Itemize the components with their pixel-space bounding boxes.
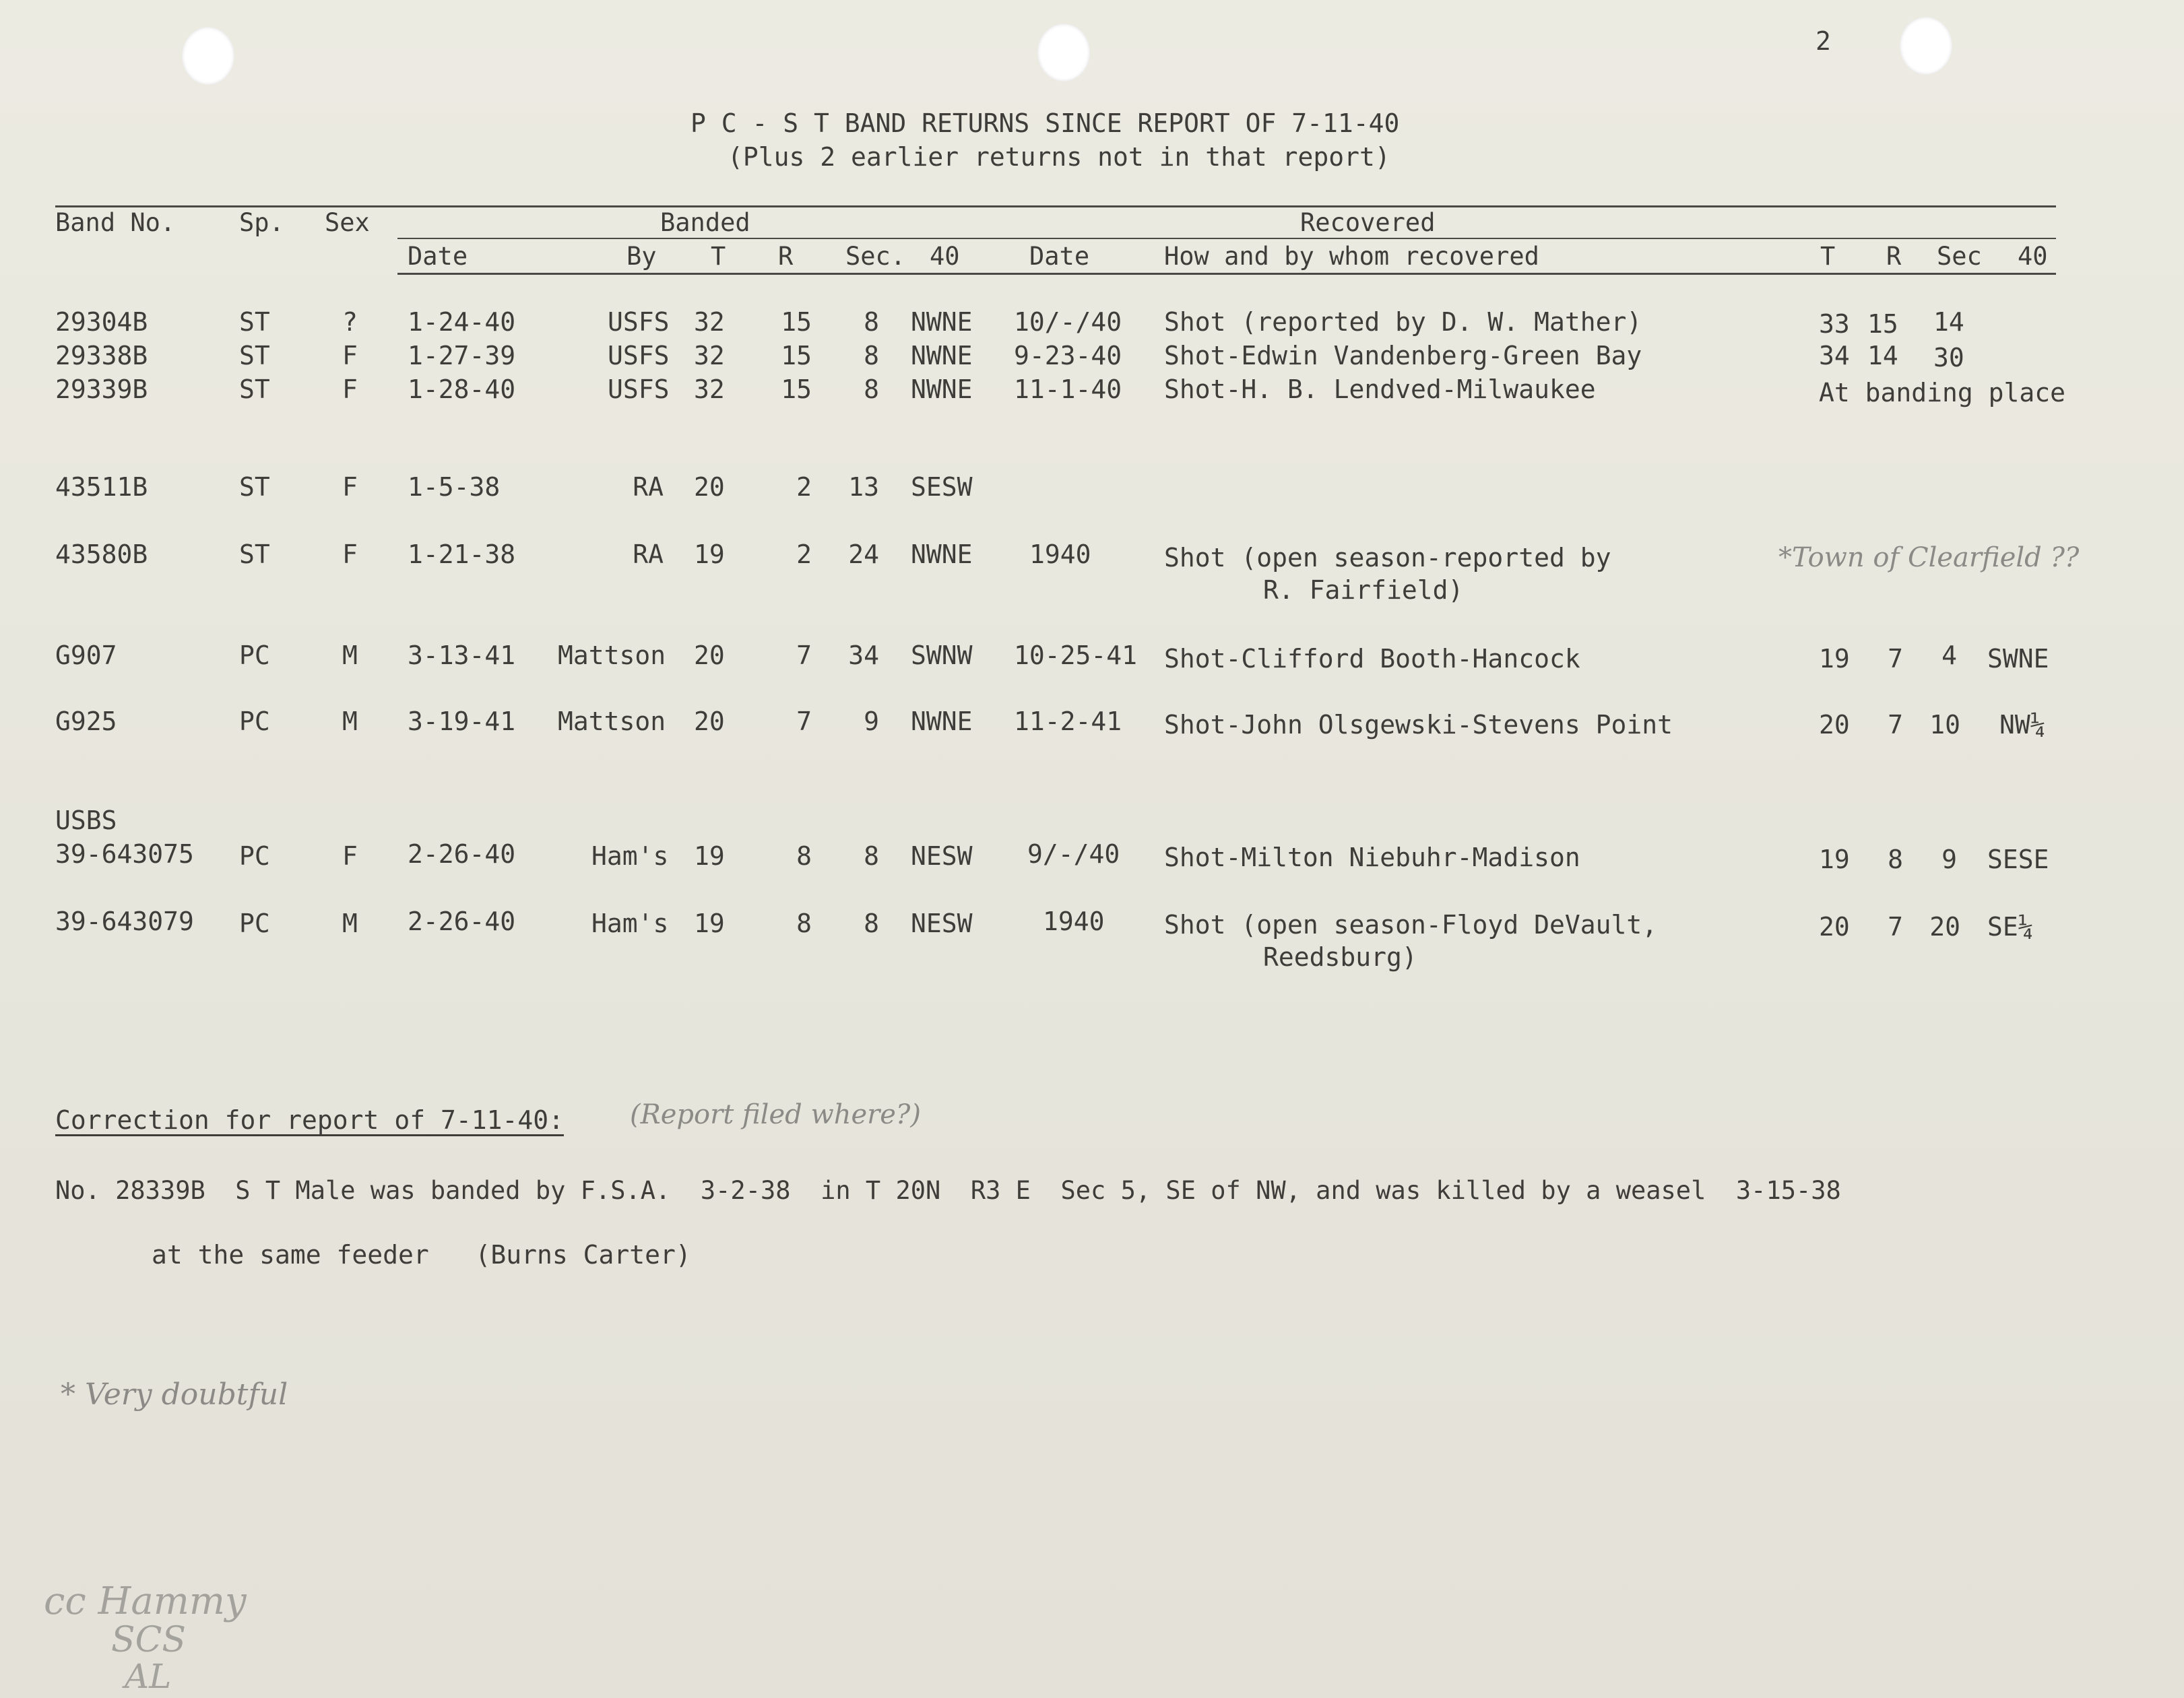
recovered-date: 9/-/40	[1027, 839, 1120, 869]
species: ST	[239, 341, 270, 370]
township: 32	[694, 374, 725, 404]
header-rule-bottom	[397, 273, 2056, 275]
bander: Mattson	[558, 641, 666, 670]
col-banded-date: Date	[408, 242, 468, 271]
rec-township: 33	[1819, 309, 1850, 339]
band-no: 29338B	[55, 341, 148, 370]
rec-township: 20	[1819, 912, 1850, 942]
forty: NWNE	[911, 307, 973, 337]
sex: F	[342, 472, 358, 502]
forty: NESW	[911, 841, 973, 871]
species: PC	[239, 841, 270, 871]
rec-range: 7	[1888, 710, 1903, 740]
rec-range: 8	[1888, 845, 1903, 874]
forty: SWNW	[911, 641, 973, 670]
bander: Ham's	[591, 909, 669, 938]
col-rec-forty: 40	[2018, 242, 2048, 271]
col-sex: Sex	[325, 208, 370, 237]
col-species: Sp.	[239, 208, 284, 237]
section: 9	[864, 707, 879, 736]
how-recovered: Shot (open season-reported by	[1164, 543, 1611, 573]
banded-date: 2-26-40	[408, 839, 516, 869]
col-r: R	[778, 242, 794, 271]
banded-date: 1-24-40	[408, 307, 516, 337]
band-no: 29304B	[55, 307, 148, 337]
sex: F	[342, 341, 358, 370]
page-subtitle: (Plus 2 earlier returns not in that report)	[728, 142, 1390, 172]
rec-forty: NW¼	[1999, 710, 2046, 740]
rec-forty: SWNE	[1987, 644, 2049, 674]
banded-date: 3-19-41	[408, 707, 516, 736]
rec-section: 4	[1941, 641, 1957, 670]
range: 15	[781, 341, 812, 370]
banded-date: 1-27-39	[408, 341, 516, 370]
rec-section: 14	[1933, 307, 1964, 337]
recovery-note: At banding place	[1819, 378, 2066, 407]
species: ST	[239, 307, 270, 337]
bander: USFS	[608, 307, 670, 337]
range: 7	[796, 707, 812, 736]
range: 2	[796, 472, 812, 502]
forty: NWNE	[911, 341, 973, 370]
handwritten-footnote: * Very doubtful	[61, 1377, 288, 1412]
rec-forty: SESE	[1987, 845, 2049, 874]
recovered-date: 11-1-40	[1014, 374, 1122, 404]
species: PC	[239, 641, 270, 670]
band-no: 43511B	[55, 472, 148, 502]
correction-line-1: No. 28339B S T Male was banded by F.S.A. 3-2-38 in T 20N R3 E Sec 5, SE of NW, and was killed by a weasel 3-15-38	[55, 1176, 1841, 1205]
col-recovered-date: Date	[1029, 242, 1090, 271]
how-recovered: Shot-Clifford Booth-Hancock	[1164, 644, 1580, 674]
bander: RA	[633, 472, 664, 502]
cc-line-2: SCS	[111, 1620, 187, 1660]
township: 19	[694, 841, 725, 871]
correction-heading: Correction for report of 7-11-40:	[55, 1105, 564, 1135]
recovered-date: 1940	[1043, 907, 1105, 936]
banded-date: 1-28-40	[408, 374, 516, 404]
rec-township: 19	[1819, 845, 1850, 874]
rec-section: 30	[1933, 343, 1964, 372]
sex: F	[342, 841, 358, 871]
township: 20	[694, 641, 725, 670]
how-recovered: Shot-Milton Niebuhr-Madison	[1164, 843, 1580, 872]
header-rule-recovered	[1157, 238, 2056, 239]
forty: NWNE	[911, 374, 973, 404]
sex: F	[342, 540, 358, 569]
range: 8	[796, 909, 812, 938]
township: 20	[694, 472, 725, 502]
rec-township: 20	[1819, 710, 1850, 740]
col-rec-r: R	[1886, 242, 1902, 271]
range: 7	[796, 641, 812, 670]
col-rec-sec: Sec	[1937, 242, 1982, 271]
township: 32	[694, 341, 725, 370]
recovered-date: 10/-/40	[1014, 307, 1122, 337]
how-recovered-cont: R. Fairfield)	[1263, 575, 1464, 605]
bander: Ham's	[591, 841, 669, 871]
section: 8	[864, 909, 879, 938]
section: 8	[864, 841, 879, 871]
rec-section: 9	[1941, 845, 1957, 874]
township: 20	[694, 707, 725, 736]
band-no: 29339B	[55, 374, 148, 404]
forty: SESW	[911, 472, 973, 502]
forty: NWNE	[911, 540, 973, 569]
recovered-date: 10-25-41	[1014, 641, 1138, 670]
species: PC	[239, 909, 270, 938]
col-band-no: Band No.	[55, 208, 176, 237]
how-recovered: Shot (reported by D. W. Mather)	[1164, 307, 1642, 337]
recovered-date: 9-23-40	[1014, 341, 1122, 370]
banded-date: 1-21-38	[408, 540, 516, 569]
group-banded: Banded	[660, 208, 750, 237]
punch-hole-right	[1900, 17, 1952, 75]
punch-hole-center	[1037, 24, 1090, 81]
how-recovered: Shot-John Olsgewski-Stevens Point	[1164, 710, 1673, 740]
band-no: G907	[55, 641, 117, 670]
recovered-date: 11-2-41	[1014, 707, 1122, 736]
punch-hole-left	[182, 27, 234, 85]
band-no: 39-643075	[55, 839, 194, 869]
col-forty: 40	[930, 242, 960, 271]
col-sec: Sec.	[845, 242, 906, 271]
header-rule-banded	[397, 238, 1157, 239]
range: 15	[781, 307, 812, 337]
rec-range: 15	[1867, 309, 1898, 339]
rec-range: 14	[1867, 341, 1898, 370]
cc-line-1: cc Hammy	[44, 1579, 247, 1623]
range: 8	[796, 841, 812, 871]
handwritten-location-note: *Town of Clearfield ??	[1778, 542, 2080, 573]
col-how-recovered: How and by whom recovered	[1164, 242, 1539, 271]
rec-range: 7	[1888, 912, 1903, 942]
handwritten-report-note: (Report filed where?)	[630, 1099, 921, 1130]
correction-line-2: at the same feeder (Burns Carter)	[152, 1240, 691, 1270]
species: PC	[239, 707, 270, 736]
rec-township: 19	[1819, 644, 1850, 674]
range: 15	[781, 374, 812, 404]
township: 32	[694, 307, 725, 337]
banded-date: 1-5-38	[408, 472, 501, 502]
group-recovered: Recovered	[1300, 208, 1436, 237]
species: ST	[239, 374, 270, 404]
forty: NWNE	[911, 707, 973, 736]
col-t: T	[711, 242, 726, 271]
band-prefix: USBS	[55, 806, 117, 835]
how-recovered: Shot (open season-Floyd DeVault,	[1164, 910, 1658, 940]
page-number: 2	[1816, 26, 1831, 56]
sex: M	[342, 641, 358, 670]
how-recovered: Shot-H. B. Lendved-Milwaukee	[1164, 374, 1596, 404]
sex: F	[342, 374, 358, 404]
sex: ?	[342, 307, 358, 337]
section: 8	[864, 374, 879, 404]
band-no: G925	[55, 707, 117, 736]
township: 19	[694, 909, 725, 938]
cc-line-3: AL	[125, 1657, 172, 1696]
col-rec-t: T	[1820, 242, 1836, 271]
bander: USFS	[608, 341, 670, 370]
banded-date: 3-13-41	[408, 641, 516, 670]
section: 34	[848, 641, 879, 670]
section: 13	[848, 472, 879, 502]
bander: USFS	[608, 374, 670, 404]
rec-range: 7	[1888, 644, 1903, 674]
band-no: 39-643079	[55, 907, 194, 936]
col-by: By	[627, 242, 657, 271]
banded-date: 2-26-40	[408, 907, 516, 936]
page-title: P C - S T BAND RETURNS SINCE REPORT OF 7-11-40	[690, 108, 1400, 138]
bander: Mattson	[558, 707, 666, 736]
species: ST	[239, 472, 270, 502]
how-recovered: Shot-Edwin Vandenberg-Green Bay	[1164, 341, 1642, 370]
band-no: 43580B	[55, 540, 148, 569]
rec-township: 34	[1819, 341, 1850, 370]
range: 2	[796, 540, 812, 569]
sex: M	[342, 707, 358, 736]
section: 24	[848, 540, 879, 569]
how-recovered-cont: Reedsburg)	[1263, 942, 1417, 972]
recovered-date: 1940	[1029, 540, 1091, 569]
rec-forty: SE¼	[1987, 912, 2034, 942]
rec-section: 10	[1929, 710, 1960, 740]
forty: NESW	[911, 909, 973, 938]
bander: RA	[633, 540, 664, 569]
township: 19	[694, 540, 725, 569]
section: 8	[864, 307, 879, 337]
species: ST	[239, 540, 270, 569]
sex: M	[342, 909, 358, 938]
section: 8	[864, 341, 879, 370]
rec-section: 20	[1929, 912, 1960, 942]
